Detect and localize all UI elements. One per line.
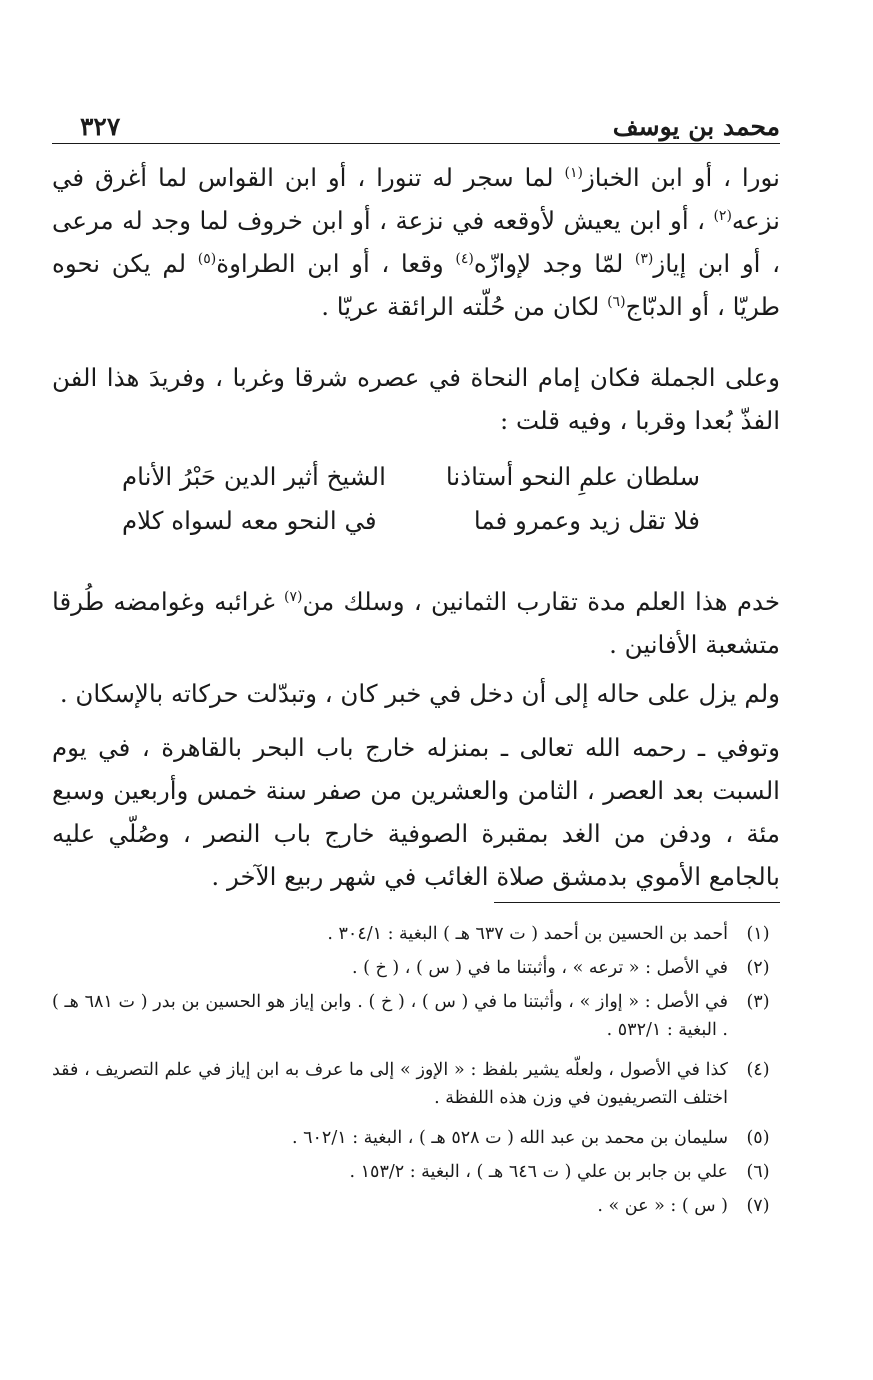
- footnote-7: [52, 1192, 780, 1220]
- footnote-text: ( س ) : « عن » .: [597, 1196, 728, 1216]
- footnote-text: أحمد بن الحسين بن أحمد ( ت ٦٣٧ هـ ) البغية : ٣٠٤/١ .: [327, 924, 728, 944]
- paragraph-5: وتوفي ـ رحمه الله تعالى ـ بمنزله خارج باب البحر بالقاهرة ، في يوم السبت بعد العصر ، الثامن والعشرين من صفر سنة خمس وأربعين وسبع مئة ، ودفن من الغد بمقبرة الصوفية خارج باب النصر ، وصُلّي عليه بالجامع الأموي بدمشق صلاة الغائب في شهر ربيع الآخر .: [52, 733, 780, 891]
- footnote-1: [52, 920, 780, 948]
- paragraph-3: [52, 580, 780, 666]
- text-run: لم يكن نحوه طريّا ، أو الدبّاج: [52, 249, 780, 321]
- page-number: ٣٢٧: [80, 112, 121, 141]
- paragraph-1: [52, 156, 780, 328]
- text-run: لمّا وجد لإوازّه: [473, 249, 635, 278]
- text-run: خدم هذا العلم مدة تقارب الثمانين ، وسلك من: [302, 587, 781, 616]
- header-divider: [52, 143, 780, 144]
- verse-line-2: [122, 506, 700, 542]
- footnote-number: (٣): [746, 992, 770, 1012]
- footnote-6: [52, 1158, 780, 1186]
- footnote-2: [52, 954, 780, 982]
- running-title: محمد بن يوسف: [612, 112, 780, 141]
- footnote-number: (٥): [746, 1128, 770, 1148]
- footnote-text: علي بن جابر بن علي ( ت ٦٤٦ هـ ) ، البغية : ١٥٣/٢ .: [349, 1162, 728, 1182]
- verse-2-first-hemistich: فلا تقل زيد وعمرو فما: [473, 506, 700, 535]
- book-page: [52, 0, 780, 1380]
- verse-1-second-hemistich: الشيخ أثير الدين حَبْرُ الأنام: [122, 462, 386, 491]
- footnote-divider: [494, 902, 780, 903]
- footnote-ref-3: (٣): [634, 250, 654, 267]
- footnote-number: (٤): [746, 1060, 770, 1080]
- text-run: ، أو ابن يعيش لأوقعه في نزعة ، أو ابن خروف لما وجد له مرعى ، أو ابن إياز: [52, 206, 780, 278]
- text-run: نورا ، أو ابن الخباز: [582, 163, 780, 192]
- footnote-number: (٢): [746, 958, 770, 978]
- verse-1-first-hemistich: سلطان علمِ النحو أستاذنا: [445, 462, 700, 491]
- footnote-ref-5: (٥): [197, 250, 217, 267]
- verse-2-second-hemistich: في النحو معه لسواه كلام: [122, 506, 377, 535]
- footnote-ref-2: (٢): [713, 207, 732, 224]
- text-run: وقعا ، أو ابن الطراوة: [216, 249, 456, 278]
- footnote-5: [52, 1124, 780, 1152]
- footnote-number: (١): [746, 924, 770, 944]
- footnote-3: [52, 988, 780, 1044]
- footnote-number: (٦): [746, 1162, 770, 1182]
- footnote-number: (٧): [746, 1196, 770, 1216]
- footnote-text: في الأصل : « إواز » ، وأثبتنا ما في ( س ) ، ( خ ) . وابن إياز هو الحسين بن بدر ( ت ٦٨١ هـ ) . البغية : ٥٣٢/١ .: [52, 992, 728, 1040]
- text-run: لكان من حُلّته الرائقة عريّا .: [321, 292, 608, 321]
- footnote-4: [52, 1056, 780, 1112]
- text-run: لما سجر له تنورا ، أو ابن القواس لما أغرق في نزعه: [52, 163, 780, 235]
- footnote-text: كذا في الأصول ، ولعلّه يشير بلفظ : « الإوز » إلى ما عرف به ابن إياز في علم التصريف ، فقد اختلف التصريفيون في وزن هذه اللفظة .: [52, 1060, 728, 1108]
- verse-line-1: [122, 462, 700, 498]
- footnote-ref-7: (٧): [284, 588, 303, 605]
- footnote-text: سليمان بن محمد بن عبد الله ( ت ٥٢٨ هـ ) ، البغية : ٦٠٢/١ .: [291, 1128, 728, 1148]
- paragraph-4: ولم يزل على حاله إلى أن دخل في خبر كان ، وتبدّلت حركاته بالإسكان .: [59, 679, 780, 708]
- footnote-text: في الأصل : « ترعه » ، وأثبتنا ما في ( س ) ، ( خ ) .: [352, 958, 728, 978]
- footnote-ref-4: (٤): [455, 250, 474, 267]
- footnote-ref-6: (٦): [607, 293, 626, 310]
- footnote-ref-1: (١): [564, 164, 583, 181]
- text-run: غرائبه وغوامضه طُرقا متشعبة الأفانين .: [52, 587, 780, 659]
- page-header: [52, 112, 780, 142]
- paragraph-2: وعلى الجملة فكان إمام النحاة في عصره شرقا وغربا ، وفريدَ هذا الفن الفذّ بُعدا وقربا ، وفيه قلت :: [52, 363, 780, 435]
